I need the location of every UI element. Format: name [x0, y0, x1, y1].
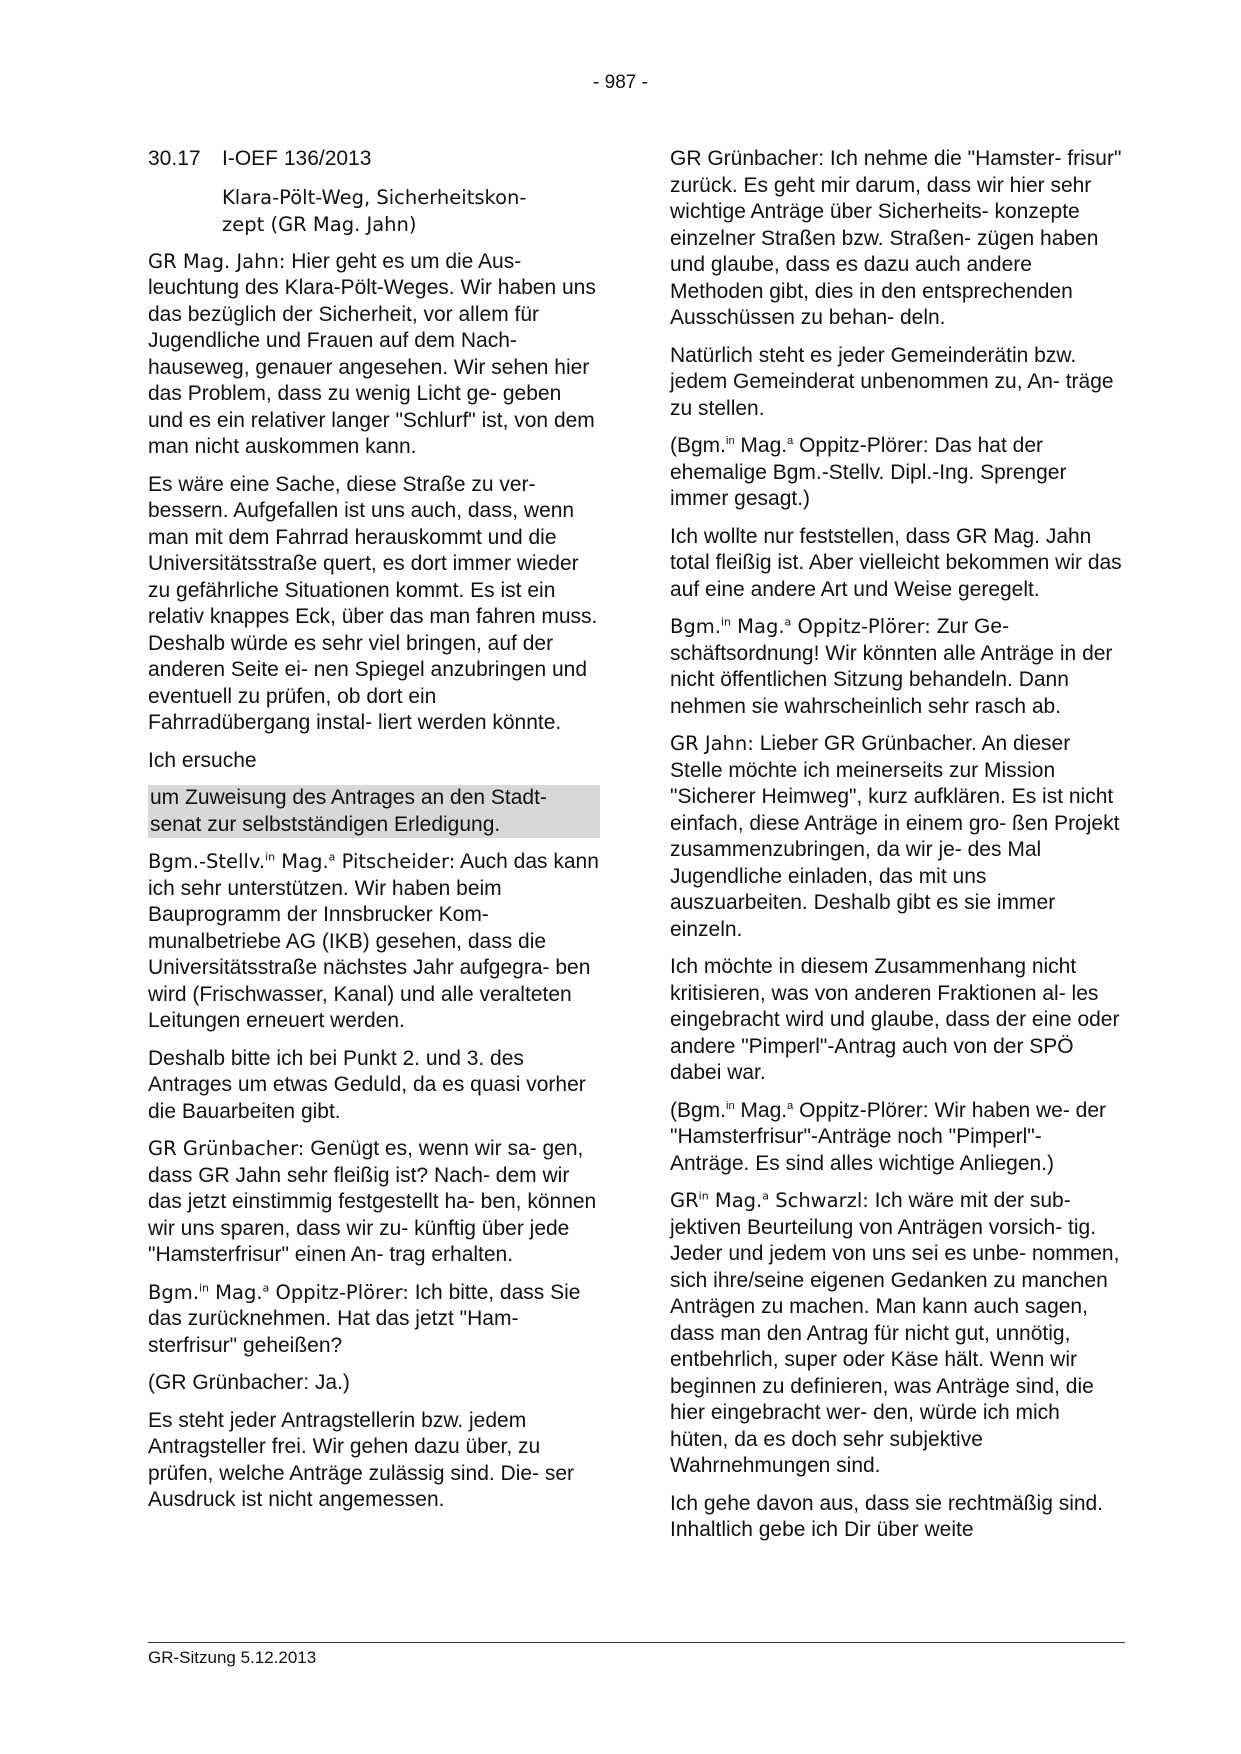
motion-line: um Zuweisung des Antrages an den Stadt- — [150, 786, 547, 809]
paragraph — [148, 249, 600, 461]
paragraph: Natürlich steht es jeder Gemeinderätin bzw. jedem Gemeinderat unbenommen zu, An- träge zu stellen. — [670, 343, 1114, 420]
page-number: - 987 - — [593, 72, 648, 93]
agenda-heading — [148, 146, 600, 173]
paragraph-text: Ich wäre mit der sub- jektiven Beurteilung von Anträgen vorsich- tig. Jeder und jedem von uns sei es unbe- nommen, sich ihre/seine eigenen Gedanken zu manchen Anträgen zu machen. Man kann auch sagen, dass man den Antrag für nicht gut, unnötig, entbehrlich, super oder Käse hält. Wenn wir beginnen zu definieren, was Anträge sind, die hier eingebracht wer- den, würde ich mich hüten, da es doch sehr subjektive Wahrnehmungen sind. — [670, 1189, 1120, 1477]
paragraph: Ich wollte nur feststellen, dass GR Mag. Jahn total fleißig ist. Aber vielleicht bekommen wir das auf eine andere Art und Weise geregelt. — [670, 524, 1122, 601]
paragraph-text: Lieber GR Grünbacher. An dieser Stelle möchte ich meinerseits zur Mission "Sicherer Heimweg", kurz aufklären. Es ist nicht einfach, diese Anträge in einem gro- ßen Projekt zusammenzubringen, da wir je- des Mal Jugendliche einladen, das mit uns auszuarbeiten. Deshalb gibt es sie immer einzeln. — [670, 732, 1120, 941]
footer-divider — [148, 1642, 1125, 1643]
paragraph — [148, 849, 600, 1035]
speaker-name: GR Mag. Jahn: — [148, 249, 286, 273]
paragraph — [670, 731, 1122, 943]
paragraph: (GR Grünbacher: Ja.) — [148, 1371, 350, 1394]
paragraph: Deshalb bitte ich bei Punkt 2. und 3. des Antrages um etwas Geduld, da es quasi vorher die Bauarbeiten gibt. — [148, 1046, 586, 1123]
speaker-name: Bgm.$^{in}$ Mag.$^a$ Oppitz-Plörer: — [148, 1280, 409, 1304]
paragraph-text: Genügt es, wenn wir sa- gen, dass GR Jahn sehr fleißig ist? Nach- dem wir das jetzt einstimmig festgestellt ha- ben, können wir uns sparen, dass wir zu- künftig über jede "Hamsterfrisur" einen An- trag erhalten. — [148, 1137, 597, 1266]
paragraph-text: Zur Ge- schäftsordnung! Wir könnten alle Anträge in der nicht öffentlichen Sitzung behandeln. Dann nehmen sie wahrscheinlich sehr rasch ab. — [670, 615, 1113, 718]
speaker-name: Bgm.-Stellv.$^{in}$ Mag.$^a$ Pitscheider: — [148, 850, 456, 873]
paragraph-text: Ich nehme die "Hamster- frisur" zurück. Es geht mir darum, dass wir hier sehr wichtige Anträge über Sicherheits- konzepte einzelner Straßen bzw. Straßen- zügen haben und glaube, dass es dazu auch andere Methoden gibt, dies in den entsprechenden Ausschüssen zu behan- deln. — [670, 147, 1122, 329]
paragraph — [670, 146, 1122, 332]
motion-highlight — [148, 785, 600, 838]
paragraph-text: Ich bitte, dass Sie das zurücknehmen. Hat das jetzt "Ham- sterfrisur" geheißen? — [148, 1280, 581, 1357]
paragraph-text: Auch das kann ich sehr unterstützen. Wir haben beim Bauprogramm der Innsbrucker Kom- munalbetriebe AG (IKB) gesehen, dass die Universitätsstraße nächstes Jahr aufgegra- ben wird (Frischwasser, Kanal) und alle veralteten Leitungen erneuert werden. — [148, 850, 599, 1032]
paragraph: Ich ersuche — [148, 748, 257, 772]
agenda-code: I-OEF 136/2013 — [222, 147, 372, 170]
speaker-name: $GR^{in}$ Mag.$^a$ Schwarzl: — [670, 1189, 869, 1212]
paragraph — [670, 1188, 1122, 1480]
paragraph: Es steht jeder Antragstellerin bzw. jedem Antragsteller frei. Wir gehen dazu über, zu prüfen, welche Anträge zulässig sind. Die- ser Ausdruck ist nicht angemessen. — [148, 1408, 575, 1511]
footer-session-date: GR-Sitzung 5.12.2013 — [148, 1648, 317, 1667]
agenda-title-line: zept (GR Mag. Jahn) — [222, 212, 417, 236]
motion-line: senat zur selbstständigen Erledigung. — [150, 812, 501, 836]
right-column — [670, 146, 1122, 1555]
paragraph — [148, 1136, 600, 1269]
paragraph-text: Hier geht es um die Aus- leuchtung des Klara-Pölt-Weges. Wir haben uns das bezüglich der Sicherheit, vor allem für Jugendliche und Frauen auf dem Nach- hauseweg, genauer angesehen. Wir sehen hier das Problem, dass zu wenig Licht ge- geben und es ein relativer langer "Schlurf" ist, von dem man nicht auskommen kann. — [148, 249, 596, 458]
speaker-name: GR Jahn: — [670, 732, 754, 755]
paragraph: Es wäre eine Sache, diese Straße zu ver- bessern. Aufgefallen ist uns auch, dass, wenn man mit dem Fahrrad herauskommt und die Universitätsstraße quert, es dort immer wieder zu gefährliche Situationen kommt. Es ist ein relativ knappes Eck, über das man fahren muss. Deshalb würde es sehr viel bringen, auf der anderen Seite ei- nen Spiegel anzubringen und eventuell zu prüfen, ob dort ein Fahrradübergang instal- liert werden könnte. — [148, 472, 598, 734]
paragraph — [670, 614, 1122, 720]
paragraph: Ich gehe davon aus, dass sie rechtmäßig sind. Inhaltlich gebe ich Dir über weite — [670, 1491, 1104, 1541]
left-column — [148, 146, 600, 1525]
paragraph: Ich möchte in diesem Zusammenhang nicht kritisieren, was von anderen Fraktionen al- les eingebracht wird und glaube, dass der eine oder andere "Pimperl"-Antrag auch von der SPÖ dabei war. — [670, 955, 1120, 1084]
speaker-name: Bgm.$^{in}$ Mag.$^a$ Oppitz-Plörer: — [670, 615, 931, 638]
paragraph: (Bgm.$^{in}$ Mag.$^a$ Oppitz-Plörer: Wir haben we- der "Hamsterfrisur"-Anträge noch "Pimperl"- Anträge. Es sind alles wichtige Anliegen.) — [670, 1098, 1107, 1175]
speaker-name: GR Grünbacher: — [670, 147, 825, 170]
paragraph — [148, 1280, 600, 1360]
agenda-title — [222, 184, 600, 238]
paragraph: (Bgm.$^{in}$ Mag.$^a$ Oppitz-Plörer: Das hat der ehemalige Bgm.-Stellv. Dipl.-Ing. Sprenger immer gesagt.) — [670, 434, 1067, 510]
agenda-number: 30.17 — [148, 147, 201, 170]
agenda-title-line: Klara-Pölt-Weg, Sicherheitskon- — [222, 185, 527, 209]
speaker-name: GR Grünbacher: — [148, 1137, 305, 1160]
